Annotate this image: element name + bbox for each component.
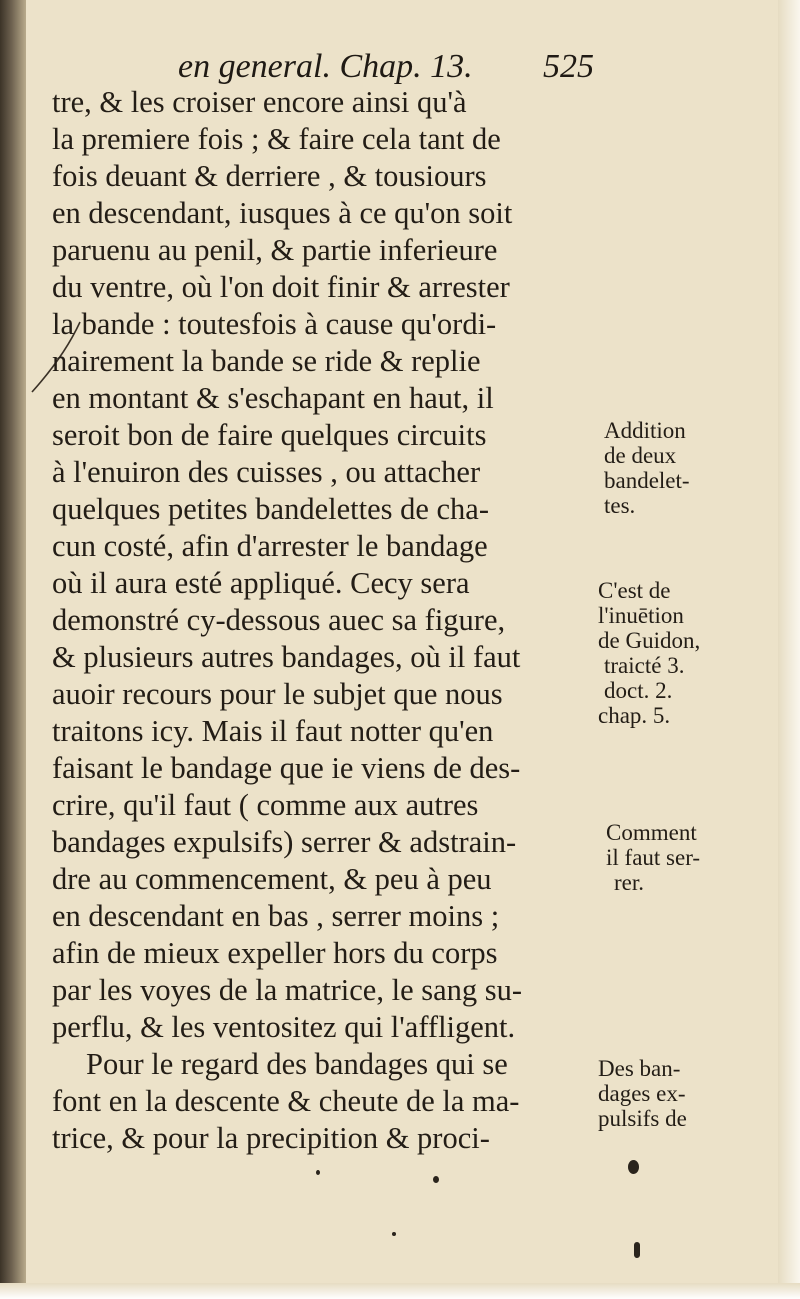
ink-spot <box>392 1232 396 1236</box>
text-line: par les voyes de la matrice, le sang su- <box>52 973 523 1007</box>
text-line: fois deuant & derriere , & tousiours <box>52 159 487 193</box>
text-line: traitons icy. Mais il faut notter qu'en <box>52 714 494 748</box>
page-edge <box>778 0 800 1299</box>
text-line: seroit bon de faire quelques circuits <box>52 418 487 452</box>
margin-note-line: de Guidon, <box>598 628 701 653</box>
text-line: dre au commencement, & peu à peu <box>52 862 492 896</box>
margin-note-line: il faut ser- <box>606 845 701 870</box>
text-line: la premiere fois ; & faire cela tant de <box>52 122 501 156</box>
margin-note-line: rer. <box>614 870 645 895</box>
text-line: faisant le bandage que ie viens de des- <box>52 751 521 785</box>
margin-notes <box>598 418 748 1198</box>
text-line: en descendant en bas , serrer moins ; <box>52 899 500 933</box>
margin-note-line: l'inuētion <box>598 603 684 628</box>
body-text <box>52 84 604 1157</box>
text-line: perflu, & les ventositez qui l'affligent. <box>52 1010 516 1044</box>
page-number: 525 <box>543 48 594 85</box>
text-line: en descendant, iusques à ce qu'on soit <box>52 196 513 230</box>
margin-note-line: Comment <box>606 820 697 845</box>
margin-note-line: chap. 5. <box>598 703 671 728</box>
text-line: tre, & les croiser encore ainsi qu'à <box>52 85 467 119</box>
margin-note-line: doct. 2. <box>604 678 673 703</box>
text-line: cun costé, afin d'arrester le bandage <box>52 529 488 563</box>
text-line: où il aura esté appliqué. Cecy sera <box>52 566 470 600</box>
margin-note <box>598 1056 687 1131</box>
ink-spot <box>634 1242 640 1258</box>
text-line: en montant & s'eschapant en haut, il <box>52 381 494 415</box>
text-line: & plusieurs autres bandages, où il faut <box>52 640 521 674</box>
text-line: bandages expulsifs) serrer & adstrain- <box>52 825 517 859</box>
text-line: auoir recours pour le subjet que nous <box>52 677 503 711</box>
margin-note-line: dages ex- <box>598 1081 686 1106</box>
ink-spot <box>433 1176 439 1183</box>
text-line: du ventre, où l'on doit finir & arrester <box>52 270 510 304</box>
page-bottom-edge <box>0 1283 800 1299</box>
text-line: afin de mieux expeller hors du corps <box>52 936 498 970</box>
text-line: Pour le regard des bandages qui se <box>86 1047 508 1081</box>
margin-note-line: bandelet- <box>604 468 690 493</box>
text-line: quelques petites bandelettes de cha- <box>52 492 489 526</box>
margin-note-line: Des ban- <box>598 1056 681 1081</box>
margin-note-line: de deux <box>604 443 677 468</box>
ink-spot <box>628 1160 639 1174</box>
text-line: la bande : toutesfois à cause qu'ordi- <box>52 307 497 341</box>
text-line: nairement la bande se ride & replie <box>52 344 481 378</box>
text-line: trice, & pour la precipition & proci- <box>52 1121 490 1155</box>
margin-note-line: pulsifs de <box>598 1106 687 1131</box>
text-line: font en la descente & cheute de la ma- <box>52 1084 520 1118</box>
text-line: paruenu au penil, & partie inferieure <box>52 233 498 267</box>
margin-note <box>604 418 690 518</box>
text-line: demonstré cy-dessous auec sa figure, <box>52 603 506 637</box>
running-head: en general. Chap. 13. <box>178 48 473 85</box>
margin-note <box>598 578 700 728</box>
book-gutter <box>0 0 26 1299</box>
margin-note <box>606 820 700 895</box>
text-line: à l'enuiron des cuisses , ou attacher <box>52 455 481 489</box>
margin-note-line: traicté 3. <box>604 653 685 678</box>
margin-note-line: Addition <box>604 418 686 443</box>
ink-spot <box>316 1170 320 1175</box>
text-line: crire, qu'il faut ( comme aux autres <box>52 788 479 822</box>
margin-note-line: C'est de <box>598 578 671 603</box>
margin-note-line: tes. <box>604 493 636 518</box>
